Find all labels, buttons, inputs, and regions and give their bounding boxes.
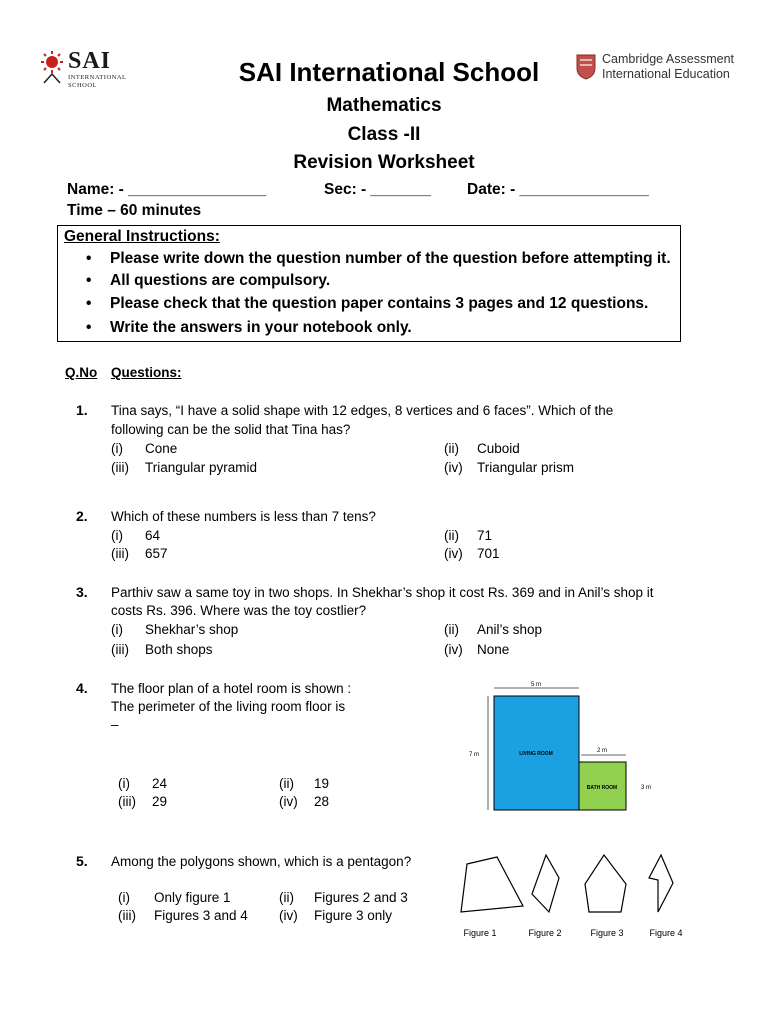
instruction-item: • Write the answers in your notebook only. bbox=[86, 319, 412, 337]
instruction-item: • Please check that the question paper contains 3 pages and 12 questions. bbox=[86, 295, 648, 313]
option-label: (iii) bbox=[118, 908, 136, 923]
quadrilateral-figure bbox=[461, 857, 523, 912]
pentagon-figure bbox=[585, 855, 626, 912]
option-text: 19 bbox=[314, 776, 330, 791]
concave-figure bbox=[649, 855, 673, 912]
questions-header: Questions: bbox=[111, 365, 182, 380]
subject-title: Mathematics bbox=[326, 95, 442, 116]
question-number: 4. bbox=[76, 680, 88, 696]
right-dimension-label: 3 m bbox=[640, 785, 652, 791]
option-text: 701 bbox=[477, 546, 500, 561]
option-label: (i) bbox=[118, 890, 130, 905]
question-text: costs Rs. 396. Where was the toy costlier? bbox=[111, 603, 367, 618]
question-number: 2. bbox=[76, 508, 88, 524]
option-text: Anil’s shop bbox=[477, 622, 543, 637]
option-label: (ii) bbox=[444, 528, 459, 543]
option-label: (ii) bbox=[444, 622, 459, 637]
bathroom-label: BATH ROOM bbox=[586, 785, 618, 791]
kite-figure bbox=[532, 855, 559, 912]
instruction-item: • All questions are compulsory. bbox=[86, 272, 330, 290]
instruction-item: • Please write down the question number of the question before attempting it. bbox=[86, 250, 671, 268]
option-label: (iv) bbox=[444, 546, 463, 561]
option-text: 64 bbox=[145, 528, 161, 543]
option-text: Figures 3 and 4 bbox=[154, 908, 248, 923]
option-text: Both shops bbox=[145, 642, 213, 657]
question-text: Which of these numbers is less than 7 tens? bbox=[111, 509, 376, 524]
name-field: Name: - ________________ bbox=[67, 181, 267, 198]
mid-dimension-label: 2 m bbox=[596, 748, 608, 754]
figure-1-label: Figure 1 bbox=[463, 928, 497, 938]
option-text: 657 bbox=[145, 546, 168, 561]
option-text: Figures 2 and 3 bbox=[314, 890, 408, 905]
sai-logo-text: SAI bbox=[68, 48, 112, 74]
question-text: The floor plan of a hotel room is shown : bbox=[111, 681, 352, 696]
option-label: (i) bbox=[111, 622, 123, 637]
option-text: Cone bbox=[145, 441, 178, 456]
floor-plan-diagram bbox=[462, 676, 662, 816]
option-label: (iii) bbox=[111, 460, 129, 475]
option-text: None bbox=[477, 642, 510, 657]
option-label: (ii) bbox=[279, 890, 294, 905]
option-text: Triangular pyramid bbox=[145, 460, 258, 475]
option-text: 28 bbox=[314, 794, 330, 809]
option-text: Triangular prism bbox=[477, 460, 575, 475]
question-text: Among the polygons shown, which is a pentagon? bbox=[111, 854, 412, 869]
option-label: (iv) bbox=[279, 908, 298, 923]
polygon-figures bbox=[455, 850, 695, 945]
figure-3-label: Figure 3 bbox=[590, 928, 624, 938]
section-field: Sec: - _______ bbox=[324, 181, 431, 198]
school-title: SAI International School bbox=[238, 57, 540, 87]
question-number: 5. bbox=[76, 853, 88, 869]
instructions-title: General Instructions: bbox=[64, 228, 220, 245]
option-label: (iv) bbox=[444, 460, 463, 475]
question-text: The perimeter of the living room floor is bbox=[111, 699, 346, 714]
question-text: following can be the solid that Tina has? bbox=[111, 422, 351, 437]
left-dimension-label: 7 m bbox=[468, 752, 480, 758]
figure-2-label: Figure 2 bbox=[528, 928, 562, 938]
option-text: 29 bbox=[152, 794, 168, 809]
option-label: (ii) bbox=[279, 776, 294, 791]
option-label: (i) bbox=[111, 441, 123, 456]
option-text: Figure 3 only bbox=[314, 908, 393, 923]
option-label: (iv) bbox=[279, 794, 298, 809]
option-label: (iii) bbox=[111, 546, 129, 561]
worksheet-title: Revision Worksheet bbox=[293, 152, 475, 173]
option-text: Shekhar’s shop bbox=[145, 622, 239, 637]
option-label: (i) bbox=[118, 776, 130, 791]
living-room-label: LIVING ROOM bbox=[519, 751, 553, 757]
option-label: (iii) bbox=[111, 642, 129, 657]
question-text: – bbox=[111, 717, 119, 732]
option-label: (ii) bbox=[444, 441, 459, 456]
top-dimension-label: 5 m bbox=[530, 682, 542, 688]
question-number: 3. bbox=[76, 584, 88, 600]
cambridge-line2: International Education bbox=[602, 67, 730, 81]
option-text: Cuboid bbox=[477, 441, 520, 456]
option-label: (i) bbox=[111, 528, 123, 543]
cambridge-line1: Cambridge Assessment bbox=[602, 52, 735, 66]
time-text: Time – 60 minutes bbox=[67, 202, 202, 219]
question-number: 1. bbox=[76, 402, 88, 418]
sai-logo-subtext: INTERNATIONAL SCHOOL bbox=[68, 74, 127, 89]
general-instructions-box bbox=[57, 225, 681, 342]
qno-header: Q.No bbox=[65, 365, 98, 380]
figure-4-label: Figure 4 bbox=[649, 928, 683, 938]
date-field: Date: - _______________ bbox=[467, 181, 649, 198]
question-text: Tina says, “I have a solid shape with 12 edges, 8 vertices and 6 faces”. Which of the bbox=[111, 403, 614, 418]
option-text: 24 bbox=[152, 776, 168, 791]
question-text: Parthiv saw a same toy in two shops. In Shekhar’s shop it cost Rs. 369 and in Anil’s shop it bbox=[111, 585, 654, 600]
option-text: Only figure 1 bbox=[154, 890, 231, 905]
class-title: Class -II bbox=[347, 124, 421, 145]
option-text: 71 bbox=[477, 528, 493, 543]
option-label: (iv) bbox=[444, 642, 463, 657]
option-label: (iii) bbox=[118, 794, 136, 809]
